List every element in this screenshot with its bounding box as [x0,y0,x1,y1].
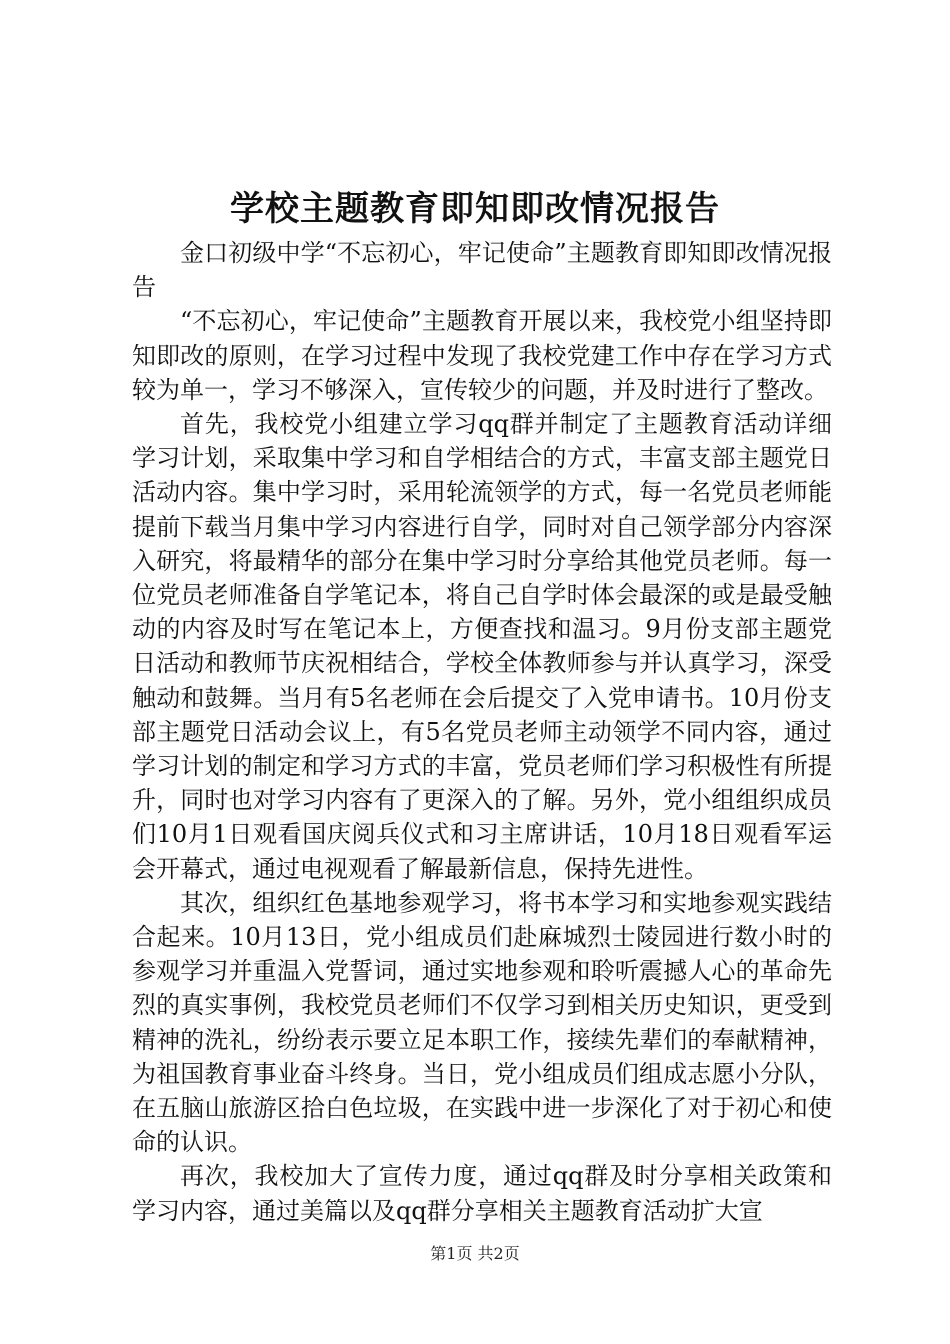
document-title: 学校主题教育即知即改情况报告 [230,189,720,229]
paragraph-first: 首先，我校党小组建立学习qq群并制定了主题教育活动详细学习计划，采取集中学习和自学相结合的方式，丰富支部主题党日活动内容。集中学习时，采用轮流领学的方式，每一名党员老师能提前下载当月集中学习内容进行自学，同时对自己领学部分内容深入研究，将最精华的部分在集中学习时分享给其他党员老师。每一位党员老师准备自学笔记本，将自己自学时体会最深的或是最受触动的内容及时写在笔记本上，方便查找和温习。9月份支部主题党日活动和教师节庆祝相结合，学校全体教师参与并认真学习，深受触动和鼓舞。当月有5名老师在会后提交了入党申请书。10月份支部主题党日活动会议上，有5名党员老师主动领学不同内容，通过学习计划的制定和学习方式的丰富，党员老师们学习积极性有所提升，同时也对学习内容有了更深入的了解。另外，党小组组织成员们10月1日观看国庆阅兵仪式和习主席讲话，10月18日观看军运会开幕式，通过电视观看了解最新信息，保持先进性。 [132,410,832,883]
paragraph-subtitle: 金口初级中学“不忘初心，牢记使命”主题教育即知即改情况报告 [132,239,832,302]
paragraph-third: 再次，我校加大了宣传力度，通过qq群及时分享相关政策和学习内容，通过美篇以及qq群分享相关主题教育活动扩大宣 [132,1162,832,1225]
paragraph-intro: “不忘初心，牢记使命”主题教育开展以来，我校党小组坚持即知即改的原则，在学习过程中发现了我校党建工作中存在学习方式较为单一，学习不够深入，宣传较少的问题，并及时进行了整改。 [132,307,832,404]
document-body [132,236,832,1228]
paragraph-second: 其次，组织红色基地参观学习，将书本学习和实地参观实践结合起来。10月13日，党小组成员们赴麻城烈士陵园进行数小时的参观学习并重温入党誓词，通过实地参观和聆听震撼人心的革命先烈的真实事例，我校党员老师们不仅学习到相关历史知识，更受到精神的洗礼，纷纷表示要立足本职工作，接续先辈们的奉献精神，为祖国教育事业奋斗终身。当日，党小组成员们组成志愿小分队，在五脑山旅游区拾白色垃圾，在实践中进一步深化了对于初心和使命的认识。 [132,888,832,1157]
page-number: 第1页 共2页 [430,1244,520,1263]
